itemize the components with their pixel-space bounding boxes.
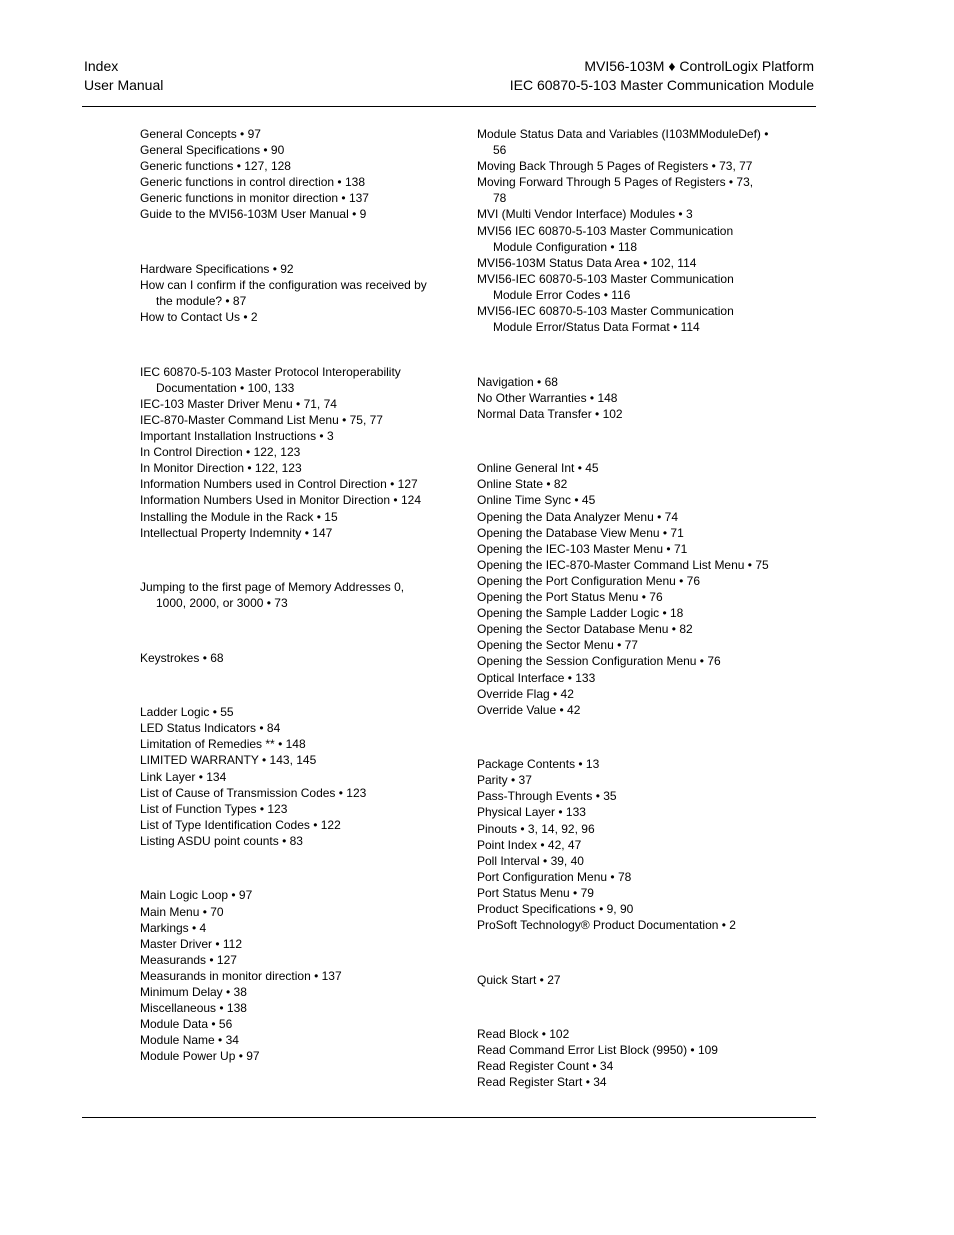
index-entry[interactable]: [140, 887, 440, 903]
header-product-name: MVI56-103M ♦ ControlLogix Platform: [584, 58, 814, 74]
index-entry-text: General Concepts • 97: [140, 127, 261, 141]
index-entry-text: Guide to the MVI56-103M User Manual • 9: [140, 207, 367, 222]
index-entry-text: List of Type Identification Codes • 122: [140, 817, 341, 832]
index-column-left: [140, 126, 440, 1103]
index-entry[interactable]: [140, 492, 440, 508]
index-entry-text: Master Driver • 112: [140, 936, 243, 951]
index-entry[interactable]: [140, 952, 440, 968]
index-entry-text: Module Power Up • 97: [140, 1049, 260, 1064]
index-entry[interactable]: [140, 277, 440, 309]
index-entry[interactable]: [477, 917, 767, 933]
index-entry[interactable]: [140, 206, 440, 222]
index-entry[interactable]: [477, 303, 767, 335]
index-entry-text: Important Installation Instructions • 3: [140, 429, 334, 444]
index-entry-text: Opening the Data Analyzer Menu • 74: [477, 509, 678, 524]
header-divider: [82, 106, 816, 107]
index-entry-continuation: 78: [493, 191, 507, 206]
index-letter-group: [140, 887, 440, 1064]
index-entry-text: LED Status Indicators • 84: [140, 721, 281, 736]
index-entry[interactable]: [477, 174, 767, 206]
index-column-right: [477, 126, 767, 1129]
index-entry[interactable]: [477, 788, 767, 804]
index-entry[interactable]: [140, 785, 440, 801]
index-letter-group: [477, 126, 767, 335]
index-entry[interactable]: [140, 158, 440, 174]
index-entry-text: IEC-103 Master Driver Menu • 71, 74: [140, 396, 337, 411]
index-letter-group: [140, 579, 440, 611]
index-entry-text: IEC-870-Master Command List Menu • 75, 77: [140, 413, 383, 427]
index-entry-text: Link Layer • 134: [140, 769, 227, 784]
index-entry[interactable]: [477, 637, 767, 653]
index-entry-text: Module Status Data and Variables (I103MModuleDef) •: [477, 127, 769, 141]
index-entry[interactable]: [140, 968, 440, 984]
index-entry-text: Port Configuration Menu • 78: [477, 869, 632, 884]
index-entry[interactable]: [477, 126, 767, 158]
index-entry[interactable]: [477, 901, 767, 917]
index-entry-text: Moving Back Through 5 Pages of Registers • 73, 77: [477, 159, 753, 174]
index-entry[interactable]: [477, 206, 767, 222]
index-entry[interactable]: [477, 525, 767, 541]
index-entry[interactable]: [140, 126, 440, 142]
index-entry-text: Opening the Database View Menu • 71: [477, 525, 684, 540]
index-entry[interactable]: [477, 589, 767, 605]
index-entry-text: How to Contact Us • 2: [140, 310, 258, 325]
index-entry[interactable]: [140, 174, 440, 190]
index-letter-group: [140, 650, 440, 666]
index-entry-text: IEC 60870-5-103 Master Protocol Interoperability: [140, 364, 401, 379]
index-entry-text: Pass-Through Events • 35: [477, 789, 617, 804]
index-entry-text: Override Flag • 42: [477, 686, 574, 701]
index-entry[interactable]: [140, 579, 440, 611]
index-entry-text: Online General Int • 45: [477, 461, 599, 476]
index-entry[interactable]: [477, 158, 767, 174]
index-letter-group: [477, 972, 767, 988]
index-entry-text: Main Menu • 70: [140, 904, 224, 919]
index-entry-text: Module Data • 56: [140, 1017, 233, 1032]
index-entry-text: Product Specifications • 9, 90: [477, 902, 634, 917]
index-entry-text: Opening the Sector Database Menu • 82: [477, 622, 693, 637]
index-entry[interactable]: [140, 1016, 440, 1032]
index-entry-text: Opening the Sample Ladder Logic • 18: [477, 606, 684, 621]
index-entry[interactable]: [140, 817, 440, 833]
index-entry[interactable]: [477, 702, 767, 718]
index-entry-text: Measurands in monitor direction • 137: [140, 968, 342, 983]
index-entry-continuation: Module Error/Status Data Format • 114: [493, 320, 700, 335]
index-entry[interactable]: [477, 821, 767, 837]
index-entry-text: Opening the IEC-870-Master Command List Menu • 75: [477, 557, 769, 572]
index-entry[interactable]: [477, 621, 767, 637]
index-entry[interactable]: [477, 885, 767, 901]
index-entry-text: Read Register Count • 34: [477, 1059, 614, 1074]
index-entry[interactable]: [140, 261, 440, 277]
index-entry[interactable]: [140, 704, 440, 720]
index-entry[interactable]: [477, 255, 767, 271]
index-entry[interactable]: [140, 769, 440, 785]
index-entry-text: Information Numbers Used in Monitor Direction • 124: [140, 493, 421, 508]
index-entry-text: How can I confirm if the configuration was received by: [140, 278, 427, 293]
index-entry-text: Read Block • 102: [477, 1027, 570, 1042]
index-entry-text: Generic functions in monitor direction • 137: [140, 191, 369, 206]
index-entry-text: Point Index • 42, 47: [477, 837, 582, 852]
index-entry-text: Online Time Sync • 45: [477, 493, 596, 508]
index-entry-text: Miscellaneous • 138: [140, 1001, 247, 1016]
index-letter-group: [140, 261, 440, 325]
index-letter-group: [477, 374, 767, 422]
index-entry-text: Minimum Delay • 38: [140, 985, 247, 999]
index-entry[interactable]: [477, 605, 767, 621]
index-entry[interactable]: [477, 390, 767, 406]
index-entry-text: Hardware Specifications • 92: [140, 261, 294, 276]
index-entry-continuation: Module Configuration • 118: [493, 239, 638, 254]
index-entry[interactable]: [477, 869, 767, 885]
index-entry[interactable]: [140, 412, 440, 428]
index-entry[interactable]: [477, 271, 767, 303]
index-entry[interactable]: [477, 1026, 767, 1042]
index-entry-text: Package Contents • 13: [477, 757, 600, 772]
index-entry[interactable]: [477, 1058, 767, 1074]
header-left: [84, 57, 163, 95]
index-entry-continuation: Module Error Codes • 116: [493, 287, 631, 302]
index-entry[interactable]: [477, 670, 767, 686]
index-entry-text: Limitation of Remedies ** • 148: [140, 737, 306, 752]
index-entry-continuation: 56: [493, 143, 507, 158]
index-entry-text: Opening the Port Configuration Menu • 76: [477, 573, 701, 588]
index-entry-text: Override Value • 42: [477, 702, 581, 717]
index-letter-group: [477, 460, 767, 718]
index-entry[interactable]: [140, 476, 440, 492]
index-letter-group: [140, 364, 440, 541]
index-entry[interactable]: [477, 509, 767, 525]
index-entry-text: Quick Start • 27: [477, 972, 561, 987]
index-entry-text: General Specifications • 90: [140, 143, 285, 158]
index-entry-text: Port Status Menu • 79: [477, 885, 594, 900]
index-entry-text: Parity • 37: [477, 773, 532, 788]
index-entry[interactable]: [477, 406, 767, 422]
index-entry-text: Normal Data Transfer • 102: [477, 406, 623, 421]
index-entry[interactable]: [477, 476, 767, 492]
index-entry-text: Module Name • 34: [140, 1033, 239, 1048]
index-entry[interactable]: [477, 492, 767, 508]
index-entry-text: Optical Interface • 133: [477, 670, 596, 685]
index-entry[interactable]: [140, 396, 440, 412]
index-entry[interactable]: [477, 756, 767, 772]
index-entry[interactable]: [477, 223, 767, 255]
index-entry[interactable]: [140, 833, 440, 849]
index-entry-text: LIMITED WARRANTY • 143, 145: [140, 753, 317, 768]
index-entry[interactable]: [140, 309, 440, 325]
index-entry-text: MVI56-103M Status Data Area • 102, 114: [477, 255, 697, 270]
index-entry-text: Poll Interval • 39, 40: [477, 853, 584, 868]
index-entry[interactable]: [140, 1032, 440, 1048]
header-right: [510, 57, 814, 95]
index-entry-text: Jumping to the first page of Memory Addresses 0,: [140, 580, 405, 595]
index-entry-text: Opening the Sector Menu • 77: [477, 638, 638, 653]
index-entry[interactable]: [140, 525, 440, 541]
index-entry[interactable]: [477, 374, 767, 390]
index-entry-text: Markings • 4: [140, 920, 207, 935]
index-entry[interactable]: [140, 650, 440, 666]
header-document-type: User Manual: [84, 77, 164, 93]
index-entry-continuation: 1000, 2000, or 3000 • 73: [156, 596, 288, 611]
index-entry-continuation: Documentation • 100, 133: [156, 380, 295, 395]
index-entry[interactable]: [140, 920, 440, 936]
index-entry-text: Navigation • 68: [477, 374, 558, 389]
index-entry-text: Ladder Logic • 55: [140, 705, 234, 720]
index-entry-continuation: the module? • 87: [156, 294, 247, 309]
index-entry-text: Opening the Port Status Menu • 76: [477, 590, 663, 605]
header-product-description: IEC 60870-5-103 Master Communication Module: [509, 77, 814, 93]
index-entry-text: Information Numbers used in Control Direction • 127: [140, 477, 418, 492]
index-entry[interactable]: [140, 1048, 440, 1064]
index-entry-text: Read Command Error List Block (9950) • 109: [477, 1043, 718, 1058]
index-entry[interactable]: [140, 801, 440, 817]
index-entry[interactable]: [140, 428, 440, 444]
index-entry[interactable]: [140, 1000, 440, 1016]
index-entry[interactable]: [140, 904, 440, 920]
index-entry[interactable]: [477, 772, 767, 788]
index-entry[interactable]: [140, 190, 440, 206]
index-entry-text: MVI56-IEC 60870-5-103 Master Communication: [477, 271, 734, 286]
index-entry[interactable]: [477, 653, 767, 669]
index-entry[interactable]: [477, 853, 767, 869]
footer-divider: [82, 1117, 816, 1118]
index-entry-text: List of Cause of Transmission Codes • 123: [140, 785, 367, 800]
index-entry-text: Online State • 82: [477, 477, 568, 492]
index-entry-text: MVI56-IEC 60870-5-103 Master Communication: [477, 304, 734, 319]
index-entry-text: Measurands • 127: [140, 952, 237, 967]
index-entry-text: Physical Layer • 133: [477, 805, 586, 820]
index-entry[interactable]: [477, 804, 767, 820]
index-letter-group: [140, 704, 440, 849]
index-entry[interactable]: [140, 752, 440, 768]
index-entry[interactable]: [477, 837, 767, 853]
index-entry-text: Opening the Session Configuration Menu • 76: [477, 654, 721, 669]
index-entry-text: Keystrokes • 68: [140, 650, 224, 665]
index-entry[interactable]: [140, 736, 440, 752]
index-entry-text: MVI (Multi Vendor Interface) Modules • 3: [477, 207, 693, 222]
index-entry[interactable]: [477, 460, 767, 476]
index-entry-text: Opening the IEC-103 Master Menu • 71: [477, 541, 688, 556]
index-entry-text: In Monitor Direction • 122, 123: [140, 461, 302, 476]
index-entry[interactable]: [477, 972, 767, 988]
index-entry-text: Intellectual Property Indemnity • 147: [140, 525, 333, 540]
index-entry[interactable]: [140, 984, 440, 1000]
index-entry[interactable]: [477, 686, 767, 702]
index-entry[interactable]: [140, 720, 440, 736]
index-entry-text: Main Logic Loop • 97: [140, 888, 253, 903]
index-entry[interactable]: [477, 1042, 767, 1058]
index-entry[interactable]: [477, 541, 767, 557]
index-entry-text: Read Register Start • 34: [477, 1075, 607, 1090]
index-entry-text: Generic functions in control direction • 138: [140, 175, 365, 190]
index-entry[interactable]: [477, 573, 767, 589]
index-entry-text: In Control Direction • 122, 123: [140, 445, 301, 460]
index-entry-text: Installing the Module in the Rack • 15: [140, 509, 338, 524]
index-entry-text: Moving Forward Through 5 Pages of Registers • 73,: [477, 175, 754, 190]
header-section-title: Index: [84, 58, 119, 74]
index-entry[interactable]: [477, 557, 767, 573]
index-letter-group: [140, 126, 440, 223]
index-letter-group: [477, 1026, 767, 1090]
index-entry-text: MVI56 IEC 60870-5-103 Master Communication: [477, 223, 734, 238]
index-entry[interactable]: [140, 142, 440, 158]
index-entry-text: Generic functions • 127, 128: [140, 159, 291, 174]
index-entry[interactable]: [140, 509, 440, 525]
index-entry[interactable]: [140, 936, 440, 952]
index-entry-text: List of Function Types • 123: [140, 801, 288, 816]
index-letter-group: [477, 756, 767, 933]
index-entry[interactable]: [140, 444, 440, 460]
index-entry[interactable]: [140, 364, 440, 396]
index-entry-text: No Other Warranties • 148: [477, 390, 618, 405]
index-entry-text: ProSoft Technology® Product Documentation • 2: [477, 918, 736, 933]
index-entry[interactable]: [140, 460, 440, 476]
index-entry[interactable]: [477, 1074, 767, 1090]
index-entry-text: Pinouts • 3, 14, 92, 96: [477, 821, 595, 836]
index-entry-text: Listing ASDU point counts • 83: [140, 833, 303, 848]
